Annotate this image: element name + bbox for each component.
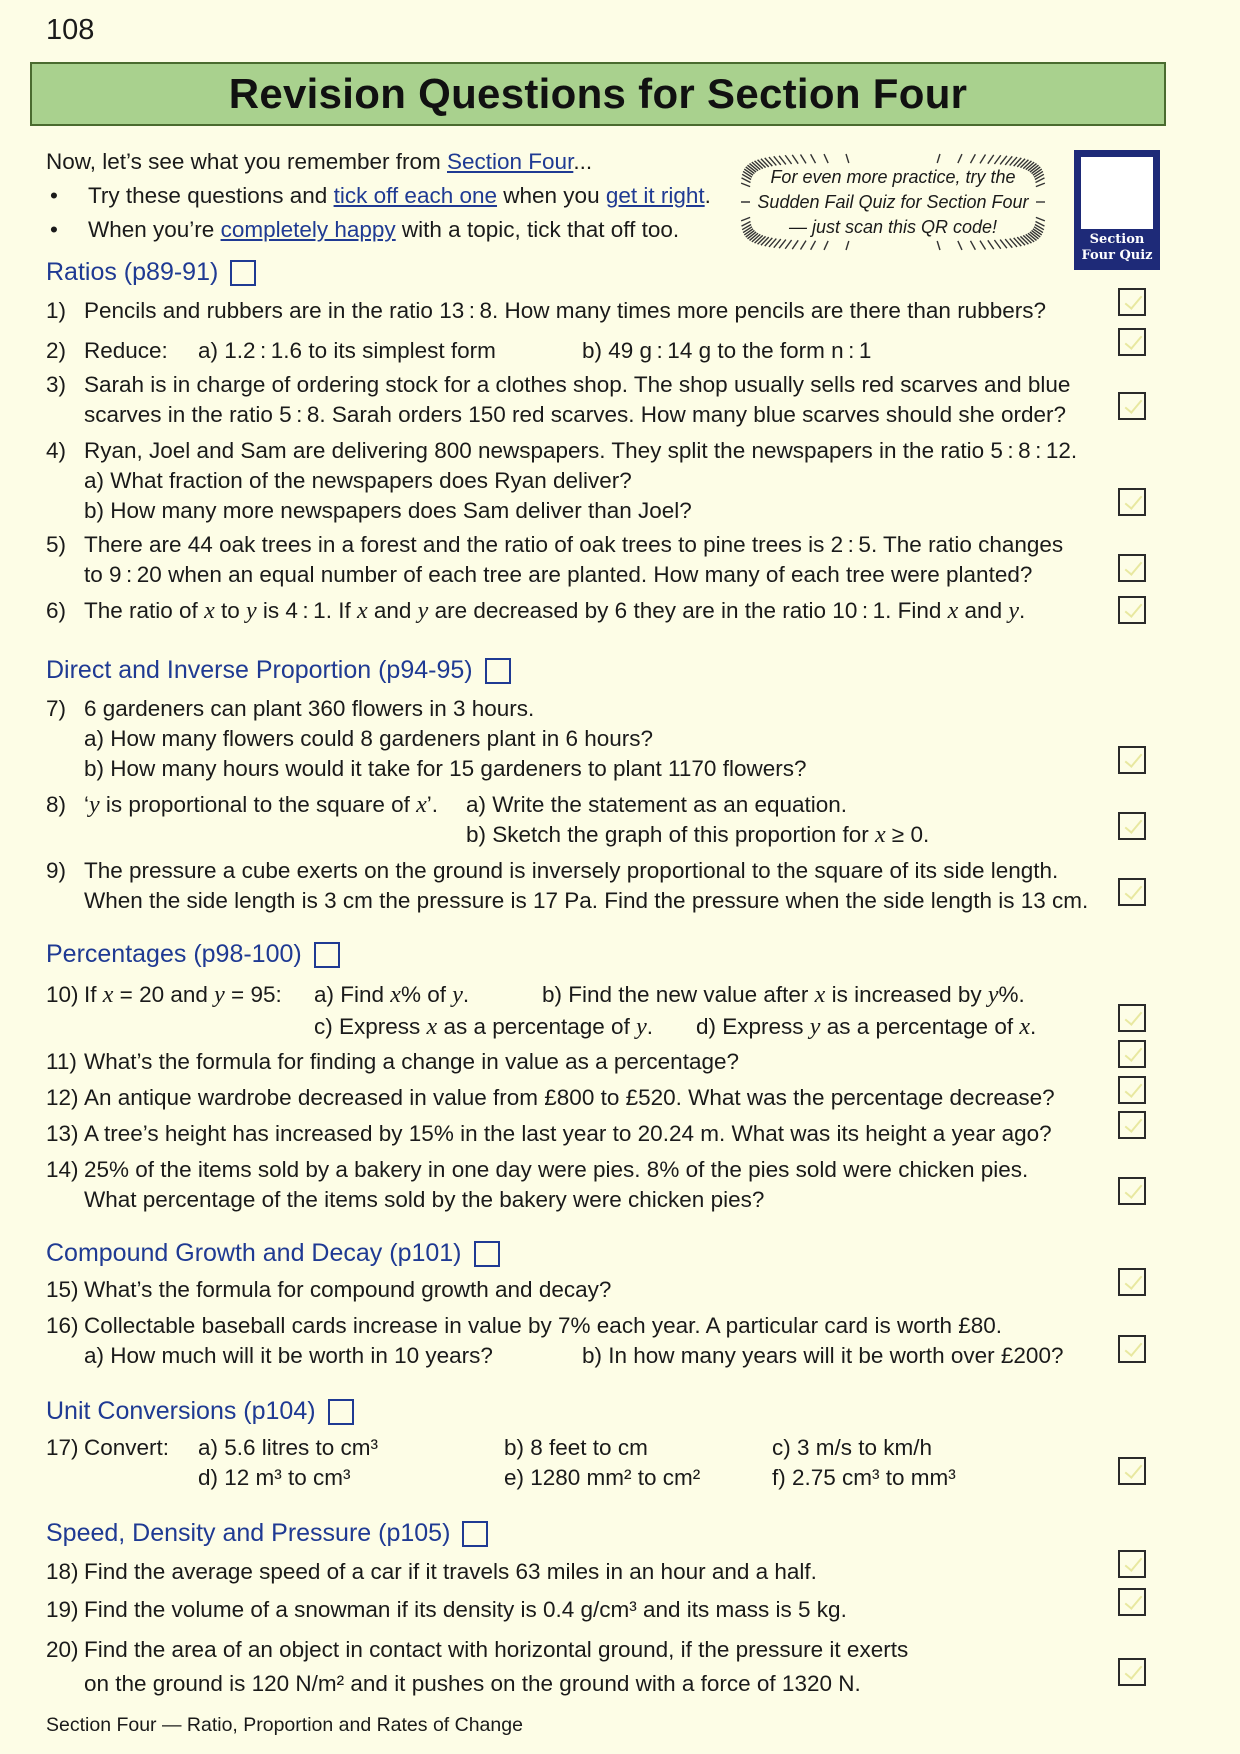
tick-box[interactable]: [1118, 328, 1146, 356]
var-x: x: [356, 598, 368, 624]
q-text: Pencils and rubbers are in the ratio 13 : 8. How many times more pencils are there than rubbers?: [84, 298, 1046, 323]
section-proportion: [46, 656, 511, 685]
q-text: = 20 and: [113, 982, 215, 1007]
burst-ray: [988, 155, 994, 164]
burst-ray: [846, 154, 849, 163]
q-text: Find the area of an object in contact with horizontal ground, if the pressure it exerts: [84, 1637, 909, 1662]
q-part: f) 2.75 cm³ to mm³: [772, 1465, 956, 1490]
q-text: are decreased by 6 they are in the ratio 10 : 1. Find: [428, 598, 948, 623]
page-number: 108: [46, 14, 95, 46]
section-checkbox[interactable]: [474, 1241, 500, 1267]
burst-ray: [994, 155, 1000, 164]
var-x: x: [814, 982, 826, 1008]
burst-ray: [970, 241, 975, 250]
q-text: is 4 : 1. If: [256, 598, 357, 623]
tick-box[interactable]: [1118, 1268, 1146, 1296]
intro-text: When you’re: [88, 217, 221, 242]
q-part: b) Sketch the graph of this proportion for: [466, 822, 875, 847]
q-part: as a percentage of: [437, 1014, 637, 1039]
right-link[interactable]: get it right: [605, 183, 705, 208]
section-checkbox[interactable]: [328, 1399, 354, 1425]
q-number: 3): [46, 372, 67, 397]
q-text: Collectable baseball cards increase in value by 7% each year. A particular card is worth £80.: [84, 1313, 1003, 1338]
q-text: What’s the formula for compound growth and decay?: [84, 1277, 612, 1302]
q-part: a) Write the statement as an equation.: [466, 792, 848, 817]
var-x: x: [426, 1014, 438, 1040]
var-y: y: [452, 982, 463, 1008]
section-checkbox[interactable]: [314, 942, 340, 968]
tick-box[interactable]: [1118, 1588, 1146, 1616]
q-text: When the side length is 3 cm the pressure is 17 Pa. Find the pressure when the side length is 13 cm.: [84, 888, 1089, 913]
var-y: y: [214, 982, 225, 1008]
q-part: a) How many flowers could 8 gardeners plant in 6 hours?: [84, 726, 654, 751]
q-text: on the ground is 120 N/m² and it pushes on the ground with a force of 1320 N.: [84, 1671, 861, 1696]
burst-ray: [958, 241, 962, 250]
q-text: The pressure a cube exerts on the ground is inversely proportional to the square of its side length.: [84, 858, 1059, 883]
burst-ray: [824, 241, 828, 250]
burst-ray: [785, 155, 791, 164]
q-text: The ratio of: [84, 598, 205, 623]
q-text: A tree’s height has increased by 15% in the last year to 20.24 m. What was its height a year ago?: [84, 1121, 1052, 1146]
var-x: x: [390, 982, 401, 1008]
burst-ray: [741, 183, 750, 187]
q-part: b) 8 feet to cm: [504, 1435, 648, 1460]
tick-link[interactable]: tick off each one: [333, 183, 498, 208]
var-x: x: [947, 598, 959, 624]
qr-label: [1074, 232, 1160, 264]
burst-ray: [792, 155, 798, 164]
section-checkbox[interactable]: [485, 658, 511, 684]
q-text: ‘: [84, 792, 89, 817]
q-text: is proportional to the square of: [99, 792, 417, 817]
q-text: to 9 : 20 when an equal number of each tree are planted. How many of each tree were planted?: [84, 562, 1033, 587]
q-text: There are 44 oak trees in a forest and the ratio of oak trees to pine trees is 2 : 5. The ratio changes: [84, 532, 1064, 557]
q-text: Find the average speed of a car if it travels 63 miles in an hour and a half.: [84, 1559, 817, 1584]
intro-text: Now, let’s see what you remember from: [46, 149, 447, 174]
burst-ray: [994, 240, 1000, 249]
section-title: Ratios (p89-91): [46, 258, 219, 286]
var-x: x: [1019, 1014, 1030, 1040]
burst-ray: [980, 155, 985, 164]
var-y: y: [246, 598, 257, 624]
burst-ray: [801, 241, 806, 250]
tick-box[interactable]: [1118, 596, 1146, 624]
section-four-link[interactable]: Section Four: [447, 149, 574, 174]
q-text: 6 gardeners can plant 360 flowers in 3 hours.: [84, 696, 535, 721]
q-number: 17): [46, 1435, 79, 1460]
section-checkbox[interactable]: [462, 1521, 488, 1547]
section-ratios: [46, 258, 256, 287]
section-title: Percentages (p98-100): [46, 940, 302, 968]
q-part: b) 49 g : 14 g to the form n : 1: [582, 338, 872, 363]
section-title: Direct and Inverse Proportion (p94-95): [46, 656, 473, 684]
q-number: 11): [46, 1049, 77, 1074]
section-percentages: [46, 940, 340, 969]
intro: [46, 145, 711, 247]
burst-ray: [1036, 217, 1045, 221]
var-y: y: [89, 792, 100, 818]
tick-box[interactable]: [1118, 1335, 1146, 1363]
q-number: 20): [46, 1637, 79, 1662]
q-text: ’.: [426, 792, 439, 817]
intro-text: Try these questions and: [88, 183, 334, 208]
tick-box[interactable]: [1118, 1040, 1146, 1068]
section-title: Compound Growth and Decay (p101): [46, 1239, 462, 1267]
qr-label-line: Four Quiz: [1081, 248, 1153, 263]
burst-ray: [980, 241, 985, 250]
q-part: e) 1280 mm² to cm²: [504, 1465, 701, 1490]
q-part: c) Express: [314, 1014, 427, 1039]
burst-ray: [937, 241, 940, 250]
happy-link[interactable]: completely happy: [220, 217, 396, 242]
q-text: .: [1019, 598, 1026, 623]
q-text: Ryan, Joel and Sam are delivering 800 newspapers. They split the newspapers in the ratio 5 : 8 : 12.: [84, 438, 1078, 463]
title-banner: [30, 62, 1166, 126]
section-units: [46, 1397, 354, 1426]
q-part: b) Find the new value after: [542, 982, 815, 1007]
var-x: x: [102, 982, 114, 1008]
tick-box[interactable]: [1118, 1004, 1146, 1032]
burst-ray: [970, 154, 975, 163]
q-number: 6): [46, 598, 67, 623]
q-number: 10): [46, 982, 79, 1007]
q-number: 19): [46, 1597, 79, 1622]
q-number: 4): [46, 438, 67, 463]
footer: Section Four — Ratio, Proportion and Rates of Change: [46, 1714, 523, 1736]
tick-box[interactable]: [1118, 746, 1146, 774]
q-part: as a percentage of: [820, 1014, 1020, 1039]
q-text: and: [958, 598, 1009, 623]
tick-box[interactable]: [1118, 878, 1146, 906]
quiz-callout: [732, 154, 1054, 250]
quiz-line: Sudden Fail Quiz for Section Four: [757, 191, 1029, 212]
q-number: 14): [46, 1157, 79, 1182]
q-text: Sarah is in charge of ordering stock for a clothes shop. The shop usually sells red scarves and blue: [84, 372, 1071, 397]
var-x: x: [416, 792, 427, 818]
q-part: b) How many hours would it take for 15 gardeners to plant 1170 flowers?: [84, 756, 807, 781]
intro-text: .: [704, 183, 711, 208]
q-part: .: [1030, 1014, 1037, 1039]
burst-ray: [811, 154, 816, 163]
q-part: b) In how many years will it be worth over £200?: [582, 1343, 1064, 1368]
burst-ray: [785, 240, 791, 249]
q-number: 12): [46, 1085, 79, 1110]
q-number: 16): [46, 1313, 79, 1338]
q-number: 8): [46, 792, 67, 817]
section-title: Unit Conversions (p104): [46, 1397, 316, 1425]
section-speed: [46, 1519, 488, 1548]
burst-ray: [988, 240, 994, 249]
q-part: %.: [998, 982, 1025, 1007]
qr-label-line: Section: [1089, 232, 1145, 247]
q-text: If: [84, 982, 103, 1007]
q-text: An antique wardrobe decreased in value from £800 to £520. What was the percentage decrease?: [84, 1085, 1055, 1110]
q-part: d) Express: [696, 1014, 810, 1039]
burst-ray: [741, 217, 750, 221]
burst-ray: [846, 241, 849, 250]
q-part: .: [646, 1014, 653, 1039]
q-part: a) 5.6 litres to cm³: [198, 1435, 379, 1460]
tick-box[interactable]: [1118, 392, 1146, 420]
q-part: a) 1.2 : 1.6 to its simplest form: [198, 338, 496, 363]
q-part: .: [462, 982, 470, 1007]
q-text: Convert:: [84, 1435, 170, 1460]
tick-box[interactable]: [1118, 1550, 1146, 1578]
bullet-icon: •: [50, 183, 58, 208]
intro-text: when you: [497, 183, 606, 208]
tick-box[interactable]: [1118, 1076, 1146, 1104]
var-y: y: [1008, 598, 1019, 624]
q-number: 5): [46, 532, 67, 557]
tick-box[interactable]: [1118, 1177, 1146, 1205]
tick-box[interactable]: [1118, 812, 1146, 840]
burst-ray: [801, 155, 806, 164]
q-text: scarves in the ratio 5 : 8. Sarah orders 150 red scarves. How many blue scarves should she order?: [84, 402, 1066, 427]
q-part: ≥ 0.: [885, 822, 930, 847]
q-text: to: [214, 598, 246, 623]
q-text: Reduce:: [84, 338, 168, 363]
q-text: Find the volume of a snowman if its density is 0.4 g/cm³ and its mass is 5 kg.: [84, 1597, 847, 1622]
q-text: What’s the formula for finding a change in value as a percentage?: [84, 1049, 739, 1074]
q-part: a) What fraction of the newspapers does Ryan deliver?: [84, 468, 632, 493]
section-checkbox[interactable]: [230, 260, 256, 286]
var-y: y: [987, 982, 999, 1008]
burst-ray: [824, 154, 828, 163]
q-number: 18): [46, 1559, 79, 1584]
burst-ray: [958, 154, 962, 163]
qr-image: [1081, 157, 1153, 229]
q-number: 7): [46, 696, 67, 721]
qr-code[interactable]: [1074, 150, 1160, 270]
q-number: 15): [46, 1277, 79, 1302]
burst-ray: [792, 240, 798, 249]
intro-text: ...: [573, 149, 593, 174]
quiz-line: For even more practice, try the: [770, 166, 1016, 187]
tick-box[interactable]: [1118, 1457, 1146, 1485]
q-text: What percentage of the items sold by the bakery were chicken pies?: [84, 1187, 765, 1212]
burst-ray: [937, 154, 940, 163]
var-y: y: [417, 598, 429, 624]
quiz-line: — just scan this QR code!: [788, 216, 998, 237]
bullet-icon: •: [50, 217, 58, 242]
var-x: x: [204, 598, 215, 624]
tick-box[interactable]: [1118, 488, 1146, 516]
page-title: Revision Questions for Section Four: [228, 70, 968, 117]
tick-box[interactable]: [1118, 1111, 1146, 1139]
q-text: 25% of the items sold by a bakery in one day were pies. 8% of the pies sold were chicken pies.: [84, 1157, 1029, 1182]
tick-box[interactable]: [1118, 288, 1146, 316]
q-text: and: [367, 598, 418, 623]
var-x: x: [874, 822, 886, 848]
q-number: 2): [46, 338, 67, 363]
burst-ray: [811, 241, 816, 250]
section-title: Speed, Density and Pressure (p105): [46, 1519, 451, 1547]
q-number: 9): [46, 858, 67, 883]
q-part: d) 12 m³ to cm³: [198, 1465, 351, 1490]
q-part: a) Find: [314, 982, 391, 1007]
q-part: b) How many more newspapers does Sam deliver than Joel?: [84, 498, 692, 523]
var-y: y: [809, 1014, 821, 1040]
section-compound: [46, 1239, 500, 1268]
q-part: a) How much will it be worth in 10 years?: [84, 1343, 493, 1368]
tick-box[interactable]: [1118, 554, 1146, 582]
q-number: 1): [46, 298, 67, 323]
q-text: = 95:: [224, 982, 282, 1007]
q-part: % of: [400, 982, 453, 1007]
var-y: y: [636, 1014, 647, 1040]
burst-ray: [1036, 183, 1045, 187]
q-part: is increased by: [825, 982, 988, 1007]
tick-box[interactable]: [1118, 1658, 1146, 1686]
intro-text: with a topic, tick that off too.: [395, 217, 680, 242]
q-number: 13): [46, 1121, 79, 1146]
q-part: c) 3 m/s to km/h: [772, 1435, 933, 1460]
